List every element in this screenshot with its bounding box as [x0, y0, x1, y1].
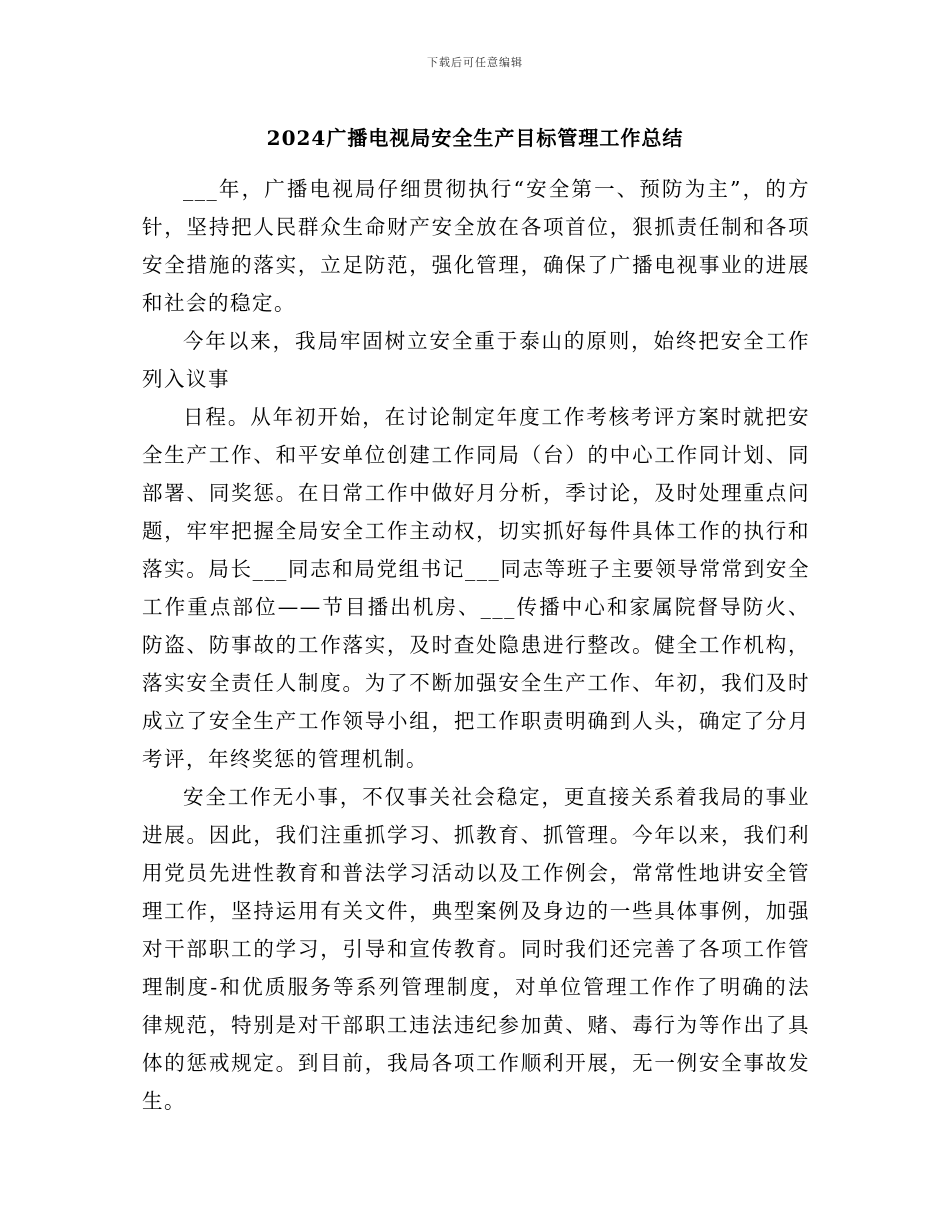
paragraph-education: 安全工作无小事，不仅事关社会稳定，更直接关系着我局的事业进展。因此，我们注重抓学习、抓教育、抓管理。今年以来，我们利用党员先进性教育和普法学习活动以及工作例会，常常性地讲安全管理工作，坚持运用有关文件，典型案例及身边的一些具体事例，加强对干部职工的学习，引导和宣传教育。同时我们还完善了各项工作管理制度-和优质服务等系列管理制度，对单位管理工作作了明确的法律规范，特别是对干部职工违法违纪参加黄、赌、毒行为等作出了具体的惩戒规定。到目前，我局各项工作顺利开展，无一例安全事故发生。 — [142, 785, 810, 1113]
document-title: 2024广播电视局安全生产目标管理工作总结 — [266, 126, 684, 150]
document-body — [142, 170, 810, 1120]
paragraph-intro: ___年，广播电视局仔细贯彻执行“安全第一、预防为主”，的方针，坚持把人民群众生命财产安全放在各项首位，狠抓责任制和各项安全措施的落实，立足防范，强化管理，确保了广播电视事业的进展和社会的稳定。 — [142, 177, 810, 315]
header-note: 下载后可任意编辑 — [427, 56, 523, 69]
paragraph-agenda: 日程。从年初开始，在讨论制定年度工作考核考评方案时就把安全生产工作、和平安单位创建工作同局（台）的中心工作同计划、同部署、同奖惩。在日常工作中做好月分析，季讨论，及时处理重点问题，牢牢把握全局安全工作主动权，切实抓好每件具体工作的执行和落实。局长___同志和局党组书记___同志等班子主要领导常常到安全工作重点部位——节目播出机房、___传播中心和家属院督导防火、防盗、防事故的工作落实，及时查处隐患进行整改。健全工作机构，落实安全责任人制度。为了不断加强安全生产工作、年初，我们及时成立了安全生产工作领导小组，把工作职责明确到人头，确定了分月考评，年终奖惩的管理机制。 — [142, 405, 810, 771]
paragraph-principle: 今年以来，我局牢固树立安全重于泰山的原则，始终把安全工作列入议事 — [142, 329, 810, 391]
